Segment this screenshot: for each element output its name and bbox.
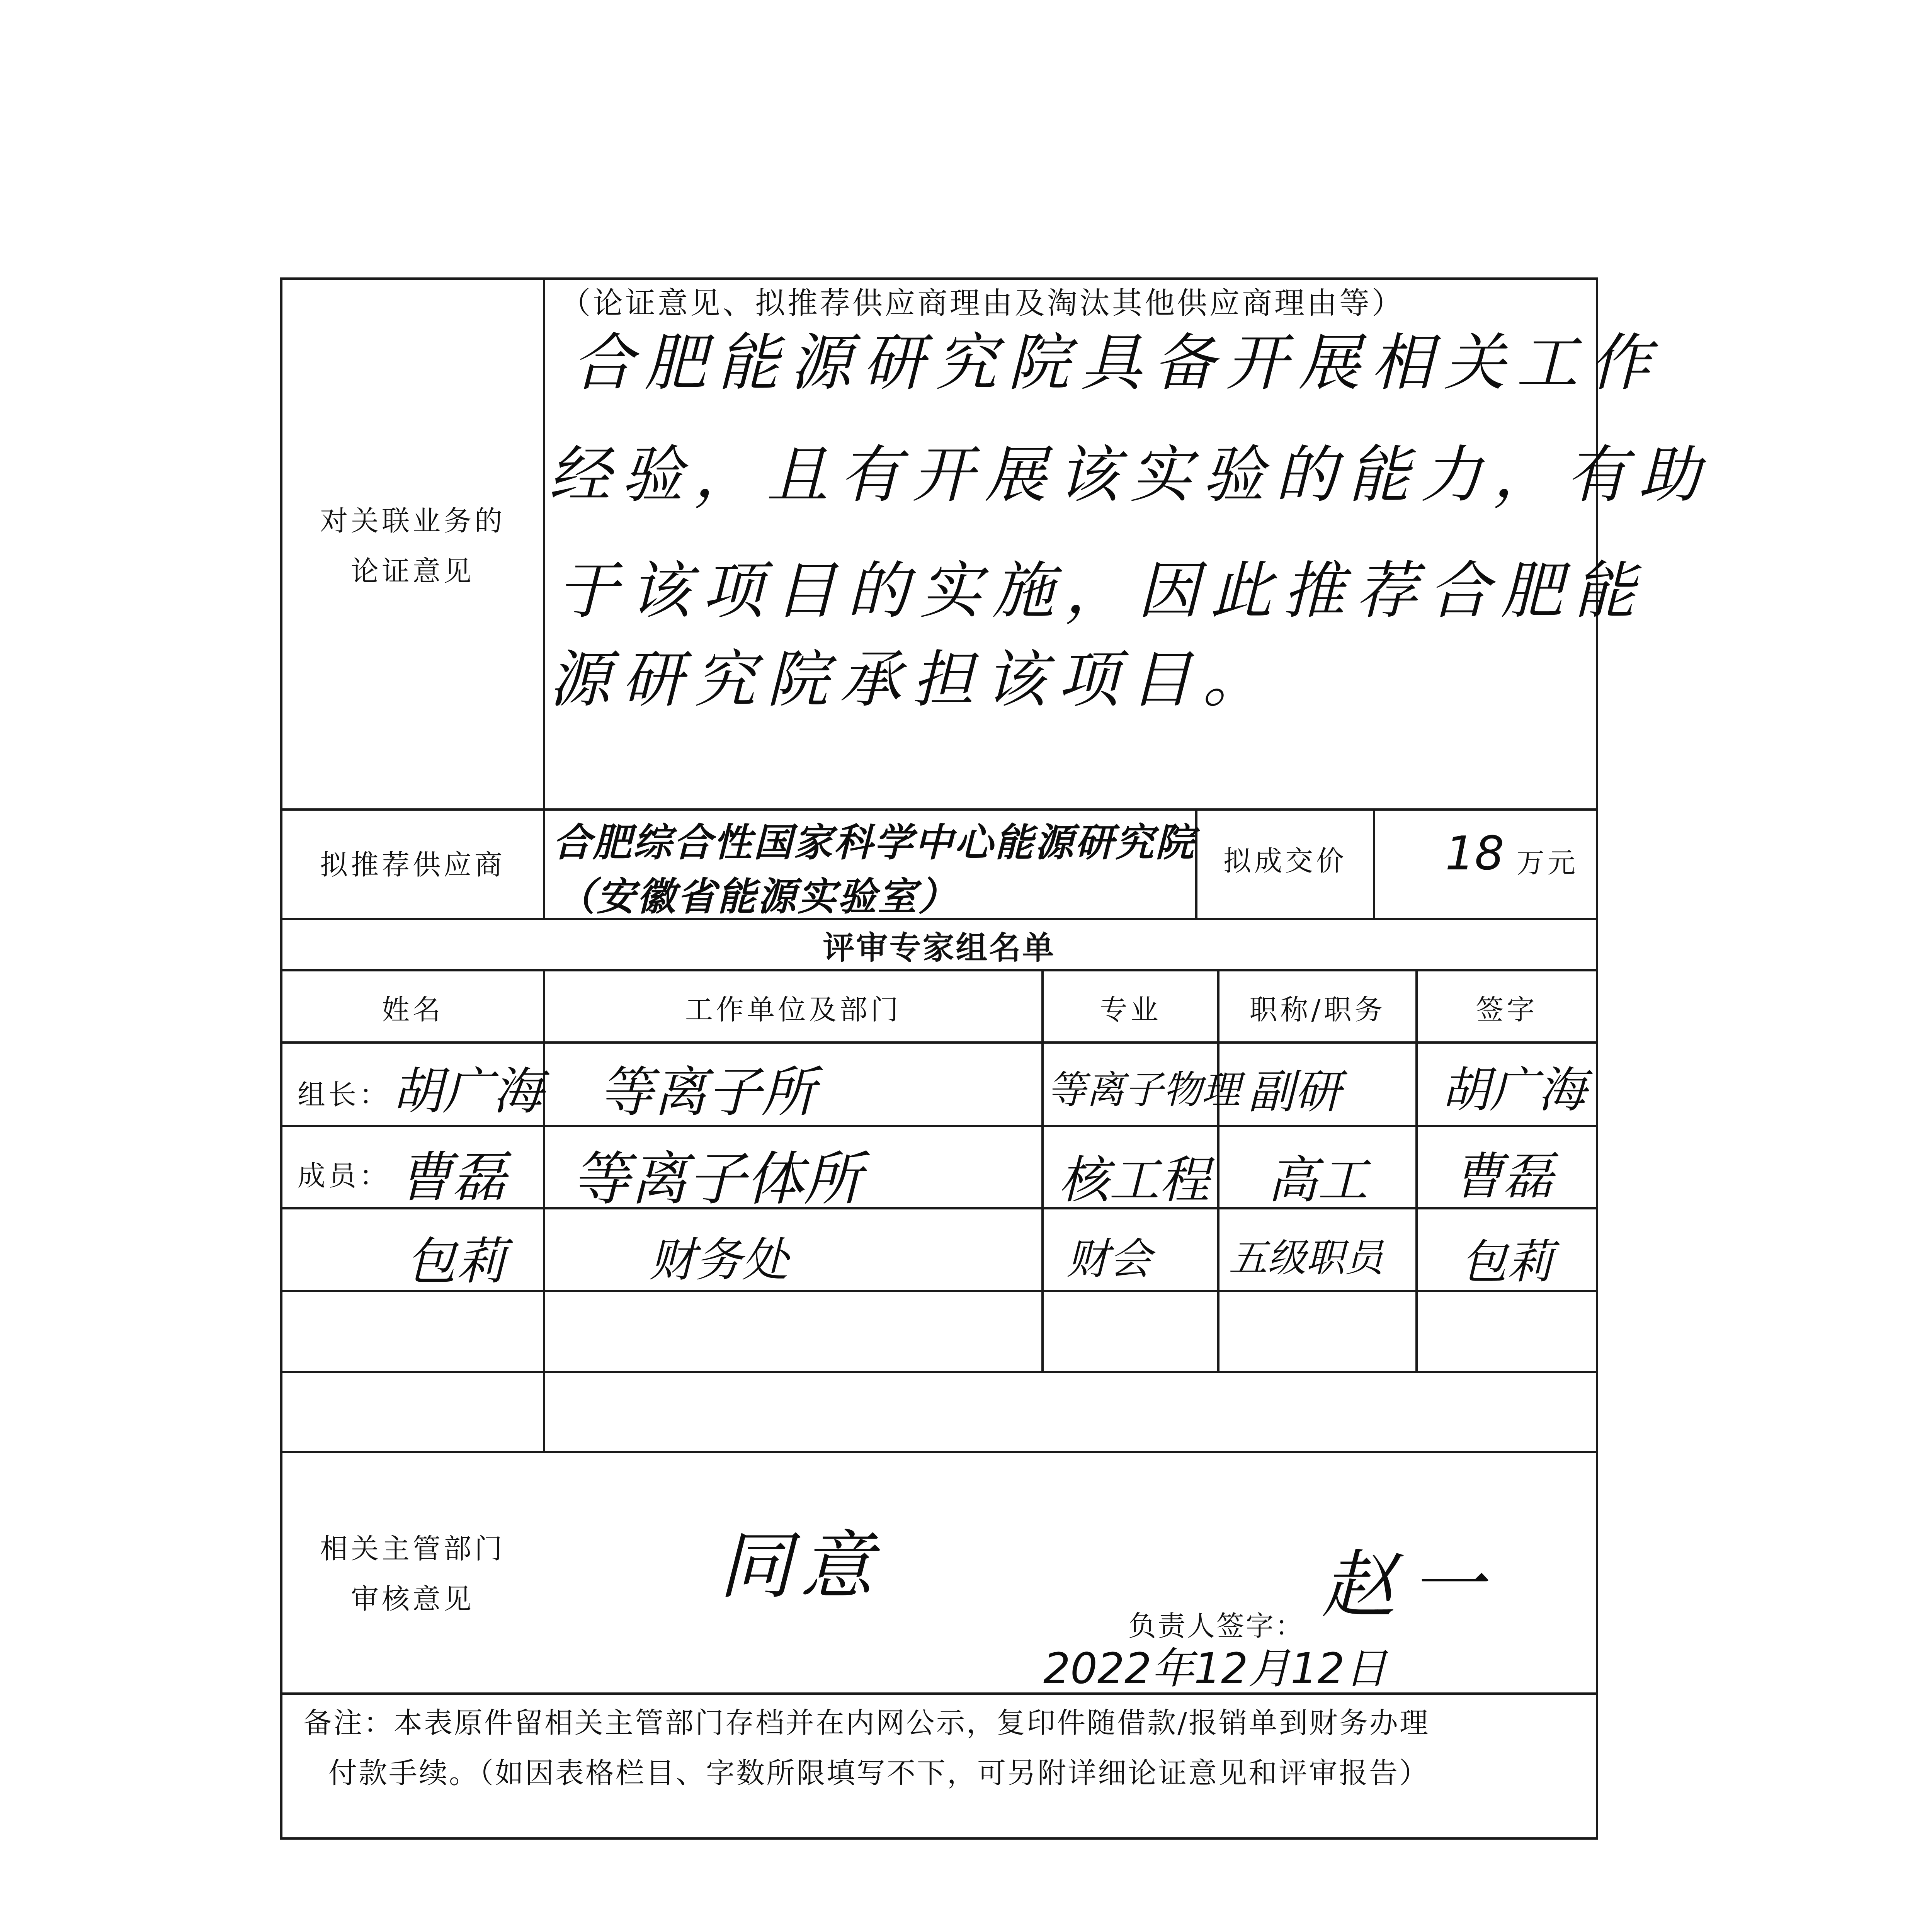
divider-name-column (543, 969, 545, 1453)
expert-signature: 曹磊 (1453, 1147, 1554, 1206)
divider-supplier-top (280, 808, 1598, 811)
opinion-handwriting-line: 合肥能源研究院具备开展相关工作 (572, 327, 1662, 399)
header-unit: 工作单位及部门 (685, 993, 901, 1026)
expert-major: 核工程 (1059, 1151, 1210, 1209)
price-unit: 万元 (1517, 847, 1579, 879)
opinion-handwriting-line: 经验，且有开展该实验的能力，有助 (549, 439, 1711, 511)
border-bottom (280, 1837, 1598, 1840)
divider-row1-top (280, 1041, 1598, 1044)
divider-row2-top (280, 1125, 1598, 1127)
header-name: 姓名 (381, 993, 444, 1026)
divider-signature-column (1415, 969, 1418, 1373)
price-label: 拟成交价 (1223, 845, 1347, 877)
expert-unit: 等离子体所 (572, 1146, 862, 1213)
opinion-label-line2: 论证意见 (350, 555, 475, 587)
opinion-label-line1: 对关联业务的 (320, 505, 505, 537)
remarks-line1: 备注：本表原件留相关主管部门存档并在内网公示，复印件随借款/报销单到财务办理 (303, 1706, 1430, 1740)
supplier-label: 拟推荐供应商 (320, 849, 505, 881)
remarks-line2: 付款手续。（如因表格栏目、字数所限填写不下，可另附详细论证意见和评审报告） (328, 1757, 1429, 1790)
header-major: 专业 (1099, 993, 1162, 1026)
expert-title: 五级职员 (1229, 1235, 1383, 1281)
expert-signature: 包莉 (1461, 1235, 1553, 1289)
signer-label: 负责人签字： (1128, 1610, 1305, 1642)
expert-title: 副研 (1248, 1065, 1341, 1119)
expert-major: 等离子物理 (1047, 1067, 1240, 1112)
price-value: 18 (1445, 827, 1504, 881)
header-signature: 签字 (1476, 993, 1538, 1026)
header-title: 职称/职务 (1249, 993, 1386, 1026)
divider-label-column-upper (543, 277, 545, 920)
divider-price-value-left (1373, 808, 1375, 920)
approval-label-line2: 审核意见 (350, 1583, 475, 1615)
panel-title: 评审专家组名单 (823, 929, 1056, 966)
divider-title-column (1217, 969, 1219, 1373)
expert-name: 胡广海 (392, 1062, 543, 1121)
expert-signature: 胡广海 (1441, 1062, 1586, 1118)
expert-name: 包莉 (406, 1232, 507, 1291)
approval-opinion: 同意 (719, 1523, 881, 1609)
supplier-name-line2: （安徽省能源实验室） (556, 874, 958, 919)
expert-title: 高工 (1267, 1151, 1368, 1209)
opinion-instruction: （论证意见、拟推荐供应商理由及淘汰其他供应商理由等） (560, 286, 1405, 321)
divider-approval-top (280, 1451, 1598, 1453)
divider-panel-header-top (280, 969, 1598, 971)
divider-row5-top (280, 1371, 1598, 1373)
approval-date: 2022年12月12日 (1043, 1644, 1387, 1693)
divider-remarks-top (280, 1692, 1598, 1695)
member-prefix: 成员： (298, 1160, 391, 1192)
expert-unit: 财务处 (649, 1233, 788, 1287)
expert-unit: 等离子所 (599, 1061, 816, 1124)
opinion-handwriting-line: 于该项目的实施，因此推荐合肥能 (556, 554, 1646, 627)
approver-signature: 赵一 (1322, 1543, 1500, 1628)
divider-major-column (1041, 969, 1044, 1373)
expert-name: 曹磊 (398, 1146, 507, 1209)
expert-major: 财会 (1066, 1234, 1151, 1284)
approval-label-line1: 相关主管部门 (320, 1532, 505, 1565)
supplier-name-line1: 合肥综合性国家科学中心能源研究院 (553, 820, 1196, 865)
opinion-handwriting-line: 源研究院承担该项目。 (549, 643, 1276, 716)
leader-prefix: 组长： (298, 1078, 391, 1111)
